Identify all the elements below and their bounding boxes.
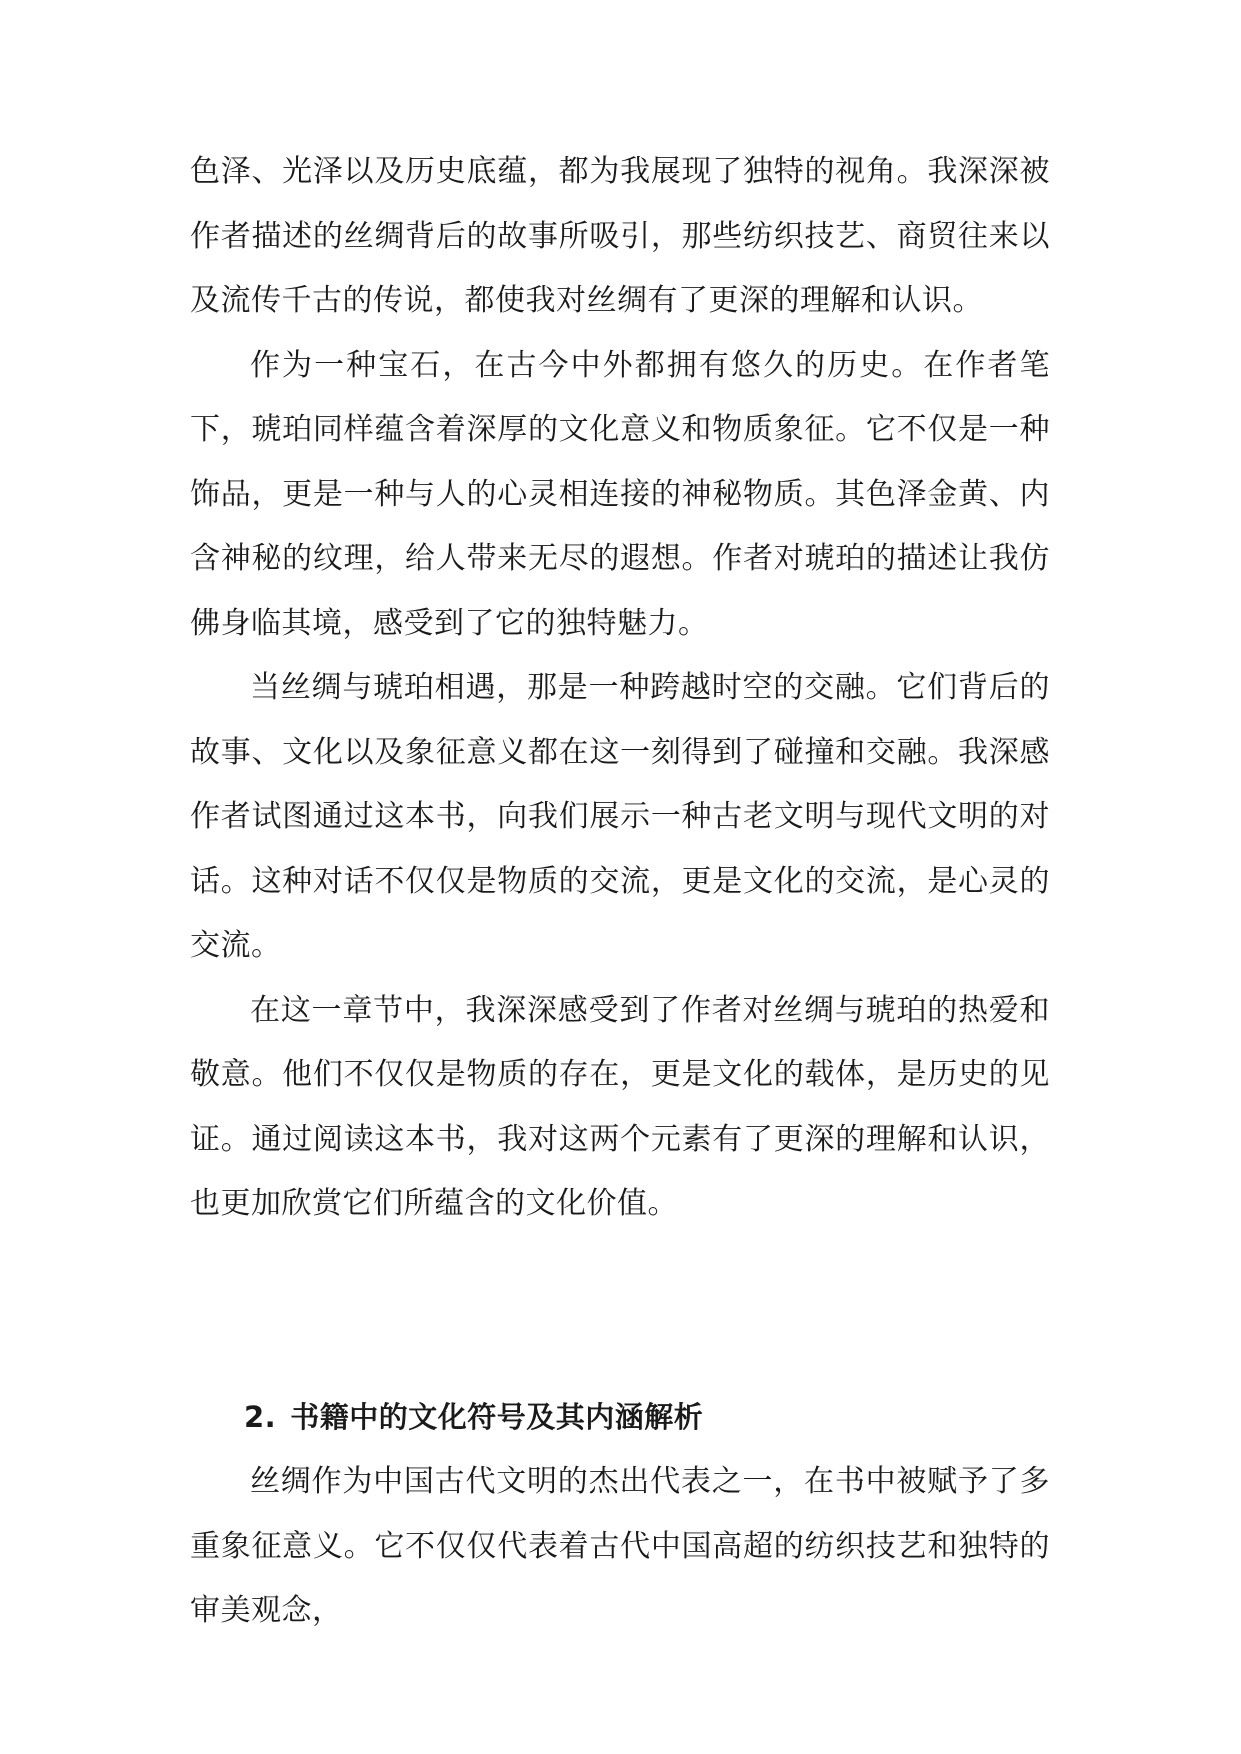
section-title: 书籍中的文化符号及其内涵解析	[290, 1400, 704, 1434]
body-text-lower	[190, 1450, 1050, 1644]
paragraph-chapter-reflection: 在这一章节中，我深深感受到了作者对丝绸与琥珀的热爱和敬意。他们不仅仅是物质的存在，更是文化的载体，是历史的见证。通过阅读这本书，我对这两个元素有了更深的理解和认识，也更加欣赏它们所蕴含的文化价值。	[190, 992, 1050, 1221]
section-number: 2.	[244, 1400, 277, 1434]
paragraph-amber: 作为一种宝石，在古今中外都拥有悠久的历史。在作者笔下，琥珀同样蕴含着深厚的文化意义和物质象征。它不仅是一种饰品，更是一种与人的心灵相连接的神秘物质。其色泽金黄、内含神秘的纹理，给人带来无尽的遐想。作者对琥珀的描述让我仿佛身临其境，感受到了它的独特魅力。	[190, 347, 1050, 641]
paragraph-silk-symbolism: 丝绸作为中国古代文明的杰出代表之一，在书中被赋予了多重象征意义。它不仅仅代表着古代中国高超的纺织技艺和独特的审美观念，	[190, 1464, 1050, 1628]
paragraph-silk-amber-meet: 当丝绸与琥珀相遇，那是一种跨越时空的交融。它们背后的故事、文化以及象征意义都在这一刻得到了碰撞和交融。我深感作者试图通过这本书，向我们展示一种古老文明与现代文明的对话。这种对话不仅仅是物质的交流，更是文化的交流，是心灵的交流。	[190, 670, 1050, 963]
section-heading	[244, 1385, 703, 1450]
body-text-upper	[190, 140, 1050, 1237]
paragraph-silk-continued: 色泽、光泽以及历史底蕴，都为我展现了独特的视角。我深深被作者描述的丝绸背后的故事所吸引，那些纺织技艺、商贸往来以及流传千古的传说，都使我对丝绸有了更深的理解和认识。	[190, 154, 1050, 318]
